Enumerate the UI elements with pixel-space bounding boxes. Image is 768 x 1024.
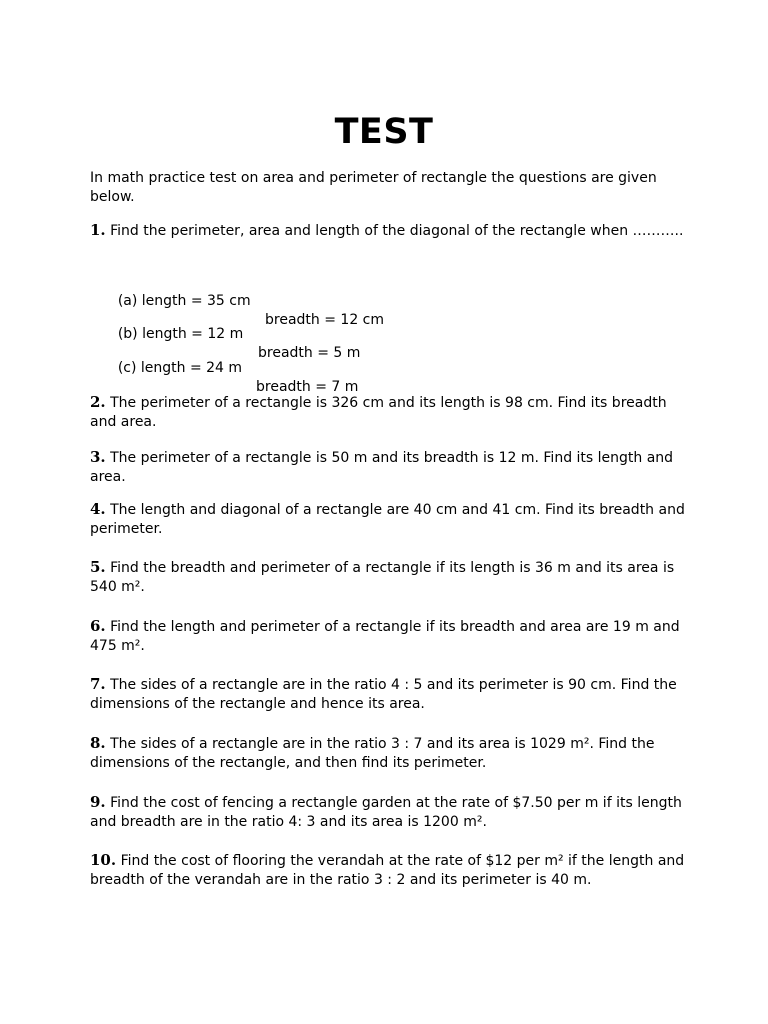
question-number: 9.: [90, 793, 106, 811]
question-3: [90, 448, 690, 487]
question-8: [90, 734, 690, 773]
question-5: [90, 558, 690, 597]
question-text: Find the cost of flooring the verandah at the rate of $12 per m² if the length and breadth of the verandah are in the ratio 3 : 2 and its perimeter is 40 m.: [90, 853, 685, 888]
question-number: 4.: [90, 500, 106, 518]
question-4: [90, 500, 690, 539]
question-text: The length and diagonal of a rectangle are 40 cm and 41 cm. Find its breadth and perimeter.: [90, 502, 685, 537]
question-1: [90, 221, 690, 241]
question-number: 3.: [90, 448, 106, 466]
part-length: (b) length = 12 m: [117, 326, 244, 342]
question-10: [90, 851, 690, 890]
question-text: The sides of a rectangle are in the ratio 4 : 5 and its perimeter is 90 cm. Find the dimensions of the rectangle and hence its area.: [90, 677, 677, 712]
question-number: 8.: [90, 734, 106, 752]
question-number: 6.: [90, 617, 106, 635]
question-number: 5.: [90, 558, 106, 576]
question-number: 7.: [90, 675, 106, 693]
question-text: Find the breadth and perimeter of a rectangle if its length is 36 m and its area is 540 m².: [90, 560, 675, 595]
question-9: [90, 793, 690, 832]
question-number: 1.: [90, 221, 106, 239]
part-breadth: breadth = 5 m: [258, 345, 361, 361]
question-number: 10.: [90, 851, 117, 869]
question-text: The perimeter of a rectangle is 326 cm and its length is 98 cm. Find its breadth and area.: [90, 395, 667, 430]
question-6: [90, 617, 690, 656]
part-length: (c) length = 24 m: [117, 360, 243, 376]
question-2: [90, 393, 690, 432]
part-length: (a) length = 35 cm: [117, 293, 251, 309]
question-number: 2.: [90, 393, 106, 411]
question-text: The sides of a rectangle are in the ratio 3 : 7 and its area is 1029 m². Find the dimensions of the rectangle, and then find its perimeter.: [90, 736, 655, 771]
question-text: Find the cost of fencing a rectangle garden at the rate of $7.50 per m if its length and breadth are in the ratio 4: 3 and its area is 1200 m².: [90, 795, 682, 830]
question-text: Find the length and perimeter of a rectangle if its breadth and area are 19 m and 475 m².: [90, 619, 680, 654]
page-title: TEST: [334, 112, 434, 152]
part-breadth: breadth = 7 m: [256, 379, 359, 395]
intro-paragraph: In math practice test on area and perimeter of rectangle the questions are given below.: [90, 170, 657, 205]
question-text: The perimeter of a rectangle is 50 m and its breadth is 12 m. Find its length and area.: [90, 450, 674, 485]
question-7: [90, 675, 690, 714]
part-breadth: breadth = 12 cm: [265, 312, 385, 328]
question-text: Find the perimeter, area and length of the diagonal of the rectangle when ………..: [110, 223, 684, 239]
